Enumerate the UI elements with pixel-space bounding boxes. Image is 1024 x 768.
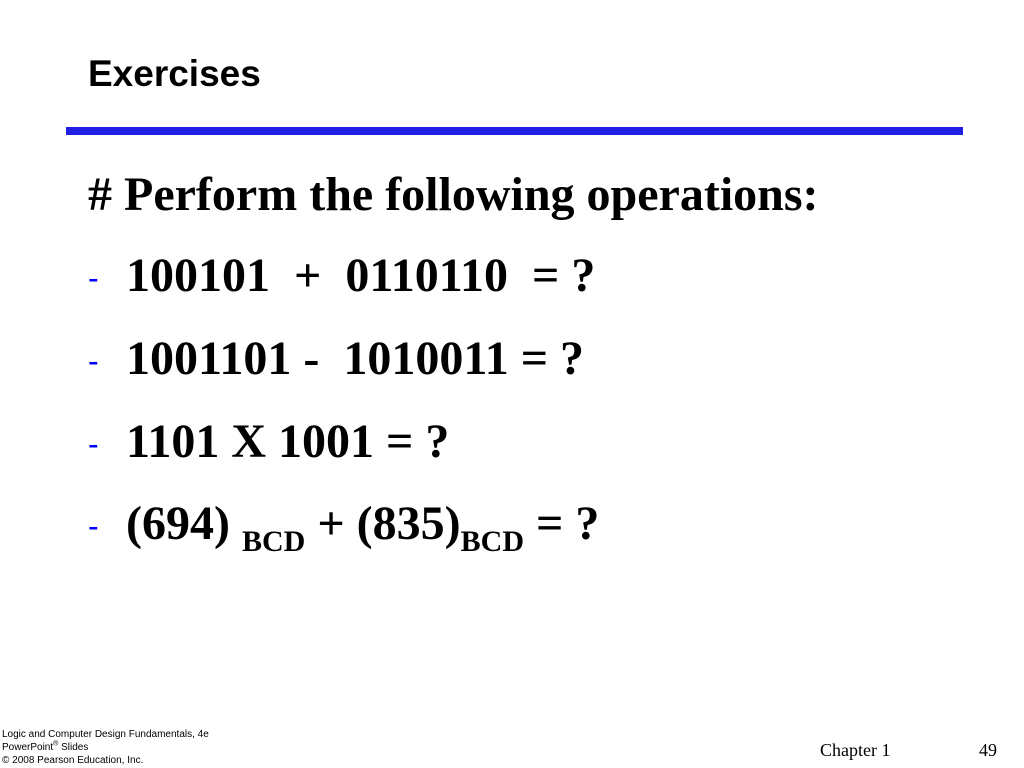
bullet-item bbox=[0, 414, 1024, 470]
bullet-text: 1101 X 1001 = ? bbox=[126, 415, 450, 468]
chapter-label: Chapter 1 bbox=[820, 740, 891, 760]
slide-title: Exercises bbox=[88, 53, 261, 94]
bcd-equals: = ? bbox=[523, 497, 600, 550]
bullet-item bbox=[0, 496, 1024, 558]
bullet-text: 1001101 - 1010011 = ? bbox=[126, 332, 585, 385]
bullet-dash: - bbox=[88, 343, 99, 379]
bcd-subscript-1: BCD bbox=[241, 525, 306, 558]
book-title-line: Logic and Computer Design Fundamentals, 4e bbox=[2, 729, 209, 740]
book-credit bbox=[2, 728, 209, 767]
exercise-heading: # Perform the following operations: bbox=[88, 168, 819, 221]
bullet-item bbox=[0, 331, 1024, 387]
bullet-dash: - bbox=[88, 426, 99, 462]
bullet-dash: - bbox=[88, 508, 99, 544]
slides-line: PowerPoint® Slides bbox=[2, 740, 89, 753]
bcd-operand-2: + (835) bbox=[305, 497, 461, 550]
bullet-item bbox=[0, 248, 1024, 304]
page-number: 49 bbox=[979, 740, 997, 760]
registered-mark: ® bbox=[53, 740, 59, 748]
bcd-subscript-2: BCD bbox=[460, 525, 524, 558]
bullet-dash: - bbox=[88, 260, 99, 296]
copyright-line: © 2008 Pearson Education, Inc. bbox=[2, 755, 144, 766]
bcd-operand-1: (694) bbox=[126, 497, 242, 550]
bullet-text: 100101 + 0110110 = ? bbox=[126, 249, 596, 302]
bullet-text-bcd bbox=[126, 496, 599, 558]
